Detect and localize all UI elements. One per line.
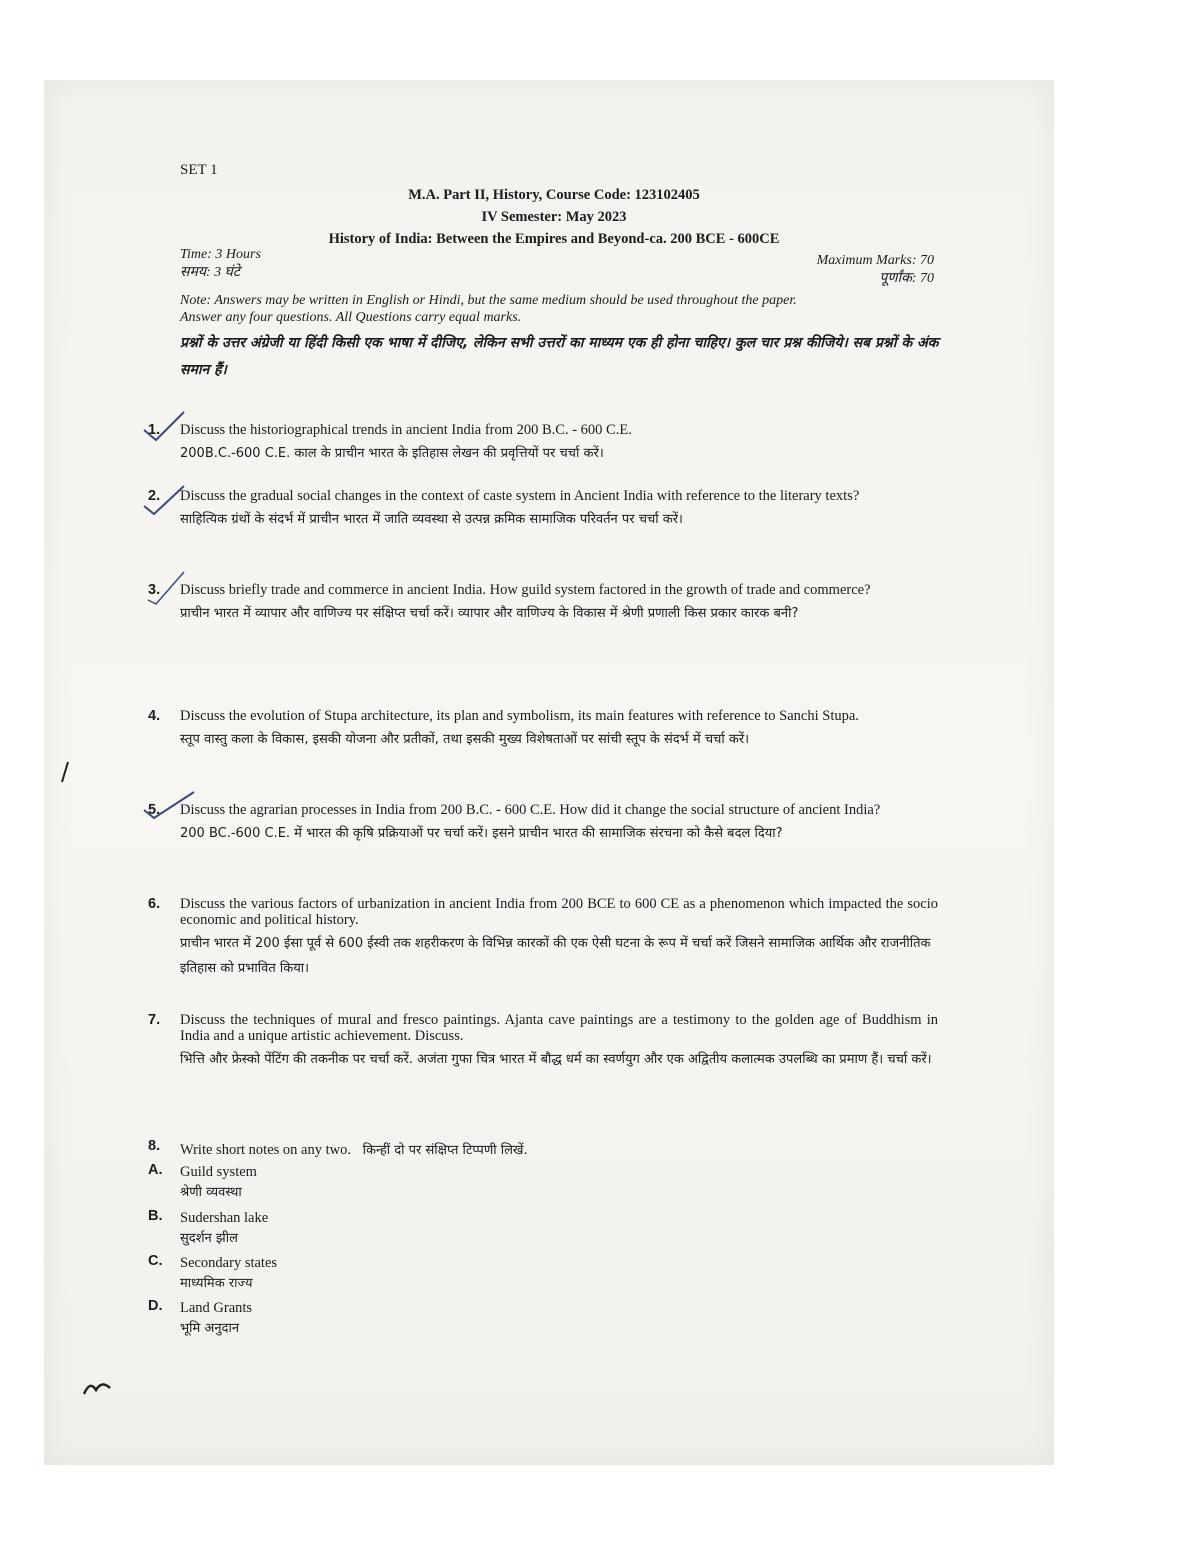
short-note-c xyxy=(148,1253,548,1295)
course-title: M.A. Part II, History, Course Code: 123102405 xyxy=(408,187,700,203)
time-english: Time: 3 Hours xyxy=(180,247,261,262)
question-number: 6. xyxy=(148,896,161,912)
time-hindi: समय: 3 घंटे xyxy=(180,265,240,280)
question-english: Discuss the historiographical trends in ancient India from 200 B.C. - 600 C.E. xyxy=(180,422,632,438)
note-hindi: प्रश्नों के उत्तर अंग्रेजी या हिंदी किसी एक भाषा में दीजिए, लेकिन सभी उत्तरों का माध्यम एक ही होना चाहिए। कुल चार प्रश्न कीजिये। सब प्रश्नों के अंक समान हैं। xyxy=(180,335,939,378)
pen-scribble-mark xyxy=(80,1376,120,1400)
short-note-english: Land Grants xyxy=(180,1300,253,1316)
question-4 xyxy=(148,708,938,752)
short-note-letter: A. xyxy=(148,1162,163,1178)
question-english: Discuss the agrarian processes in India from 200 B.C. - 600 C.E. How did it change the social structure of ancient India? xyxy=(180,802,881,818)
note-english-line-1: Note: Answers may be written in English or Hindi, but the same medium should be used throughout the paper. xyxy=(180,293,797,308)
short-note-a xyxy=(148,1162,548,1204)
short-note-english: Sudershan lake xyxy=(180,1210,269,1226)
question-5 xyxy=(148,802,938,846)
question-english: Discuss the evolution of Stupa architecture, its plan and symbolism, its main features with reference to Sanchi Stupa. xyxy=(180,708,859,724)
question-english: Discuss the various factors of urbanization in ancient India from 200 BCE to 600 CE as a phenomenon which impacted the socio economic and political history. xyxy=(180,896,938,928)
marks-hindi: पूर्णांक: 70 xyxy=(879,271,934,286)
question-number: 2. xyxy=(148,488,161,504)
question-hindi: 200B.C.-600 C.E. काल के प्राचीन भारत के इतिहास लेखन की प्रवृत्तियों पर चर्चा करें। xyxy=(180,446,604,461)
question-english: Discuss briefly trade and commerce in ancient India. How guild system factored in the growth of trade and commerce? xyxy=(180,582,871,598)
short-note-b xyxy=(148,1208,548,1250)
question-7 xyxy=(148,1012,938,1072)
question-number: 4. xyxy=(148,708,161,724)
question-2 xyxy=(148,488,938,532)
pen-tick-mark xyxy=(140,788,200,824)
exam-paper-page xyxy=(44,80,1054,1465)
marks-english: Maximum Marks: 70 xyxy=(816,253,934,268)
pen-tick-mark xyxy=(140,482,190,520)
note-english-line-2: Answer any four questions. All Questions carry equal marks. xyxy=(180,310,522,325)
question-hindi: किन्हीं दो पर संक्षिप्त टिप्पणी लिखें. xyxy=(362,1143,528,1158)
question-3 xyxy=(148,582,938,626)
marks-info xyxy=(744,252,934,288)
short-note-letter: C. xyxy=(148,1253,163,1269)
question-1 xyxy=(148,422,938,466)
question-hindi: प्राचीन भारत में व्यापार और वाणिज्य पर संक्षिप्त चर्चा करें। व्यापार और वाणिज्य के विकास में श्रेणी प्रणाली किस प्रकार कारक बनी? xyxy=(180,606,799,621)
question-8 xyxy=(148,1138,938,1163)
question-number: 7. xyxy=(148,1012,161,1028)
semester-line: IV Semester: May 2023 xyxy=(481,209,627,225)
question-6 xyxy=(148,896,938,981)
time-info xyxy=(180,246,261,282)
set-label: SET 1 xyxy=(180,162,218,178)
question-number: 8. xyxy=(148,1138,161,1154)
question-hindi: भित्ति और फ्रेस्को पेंटिंग की तकनीक पर चर्चा करें. अजंता गुफा चित्र भारत में बौद्ध धर्म का स्वर्णयुग और एक अद्वितीय कलात्मक उपलब्धि का प्रमाण हैं। चर्चा करें। xyxy=(180,1052,932,1067)
short-note-hindi: माध्यमिक राज्य xyxy=(180,1276,253,1291)
question-hindi: 200 BC.-600 C.E. में भारत की कृषि प्रक्रियाओं पर चर्चा करें। इसने प्राचीन भारत की सामाजिक संरचना को कैसे बदल दिया? xyxy=(180,826,783,841)
short-note-d xyxy=(148,1298,548,1340)
short-note-hindi: सुदर्शन झील xyxy=(180,1231,238,1246)
short-note-hindi: भूमि अनुदान xyxy=(180,1321,240,1336)
question-number: 1. xyxy=(148,422,161,438)
paper-title: History of India: Between the Empires and Beyond-ca. 200 BCE - 600CE xyxy=(328,231,780,247)
question-english: Discuss the techniques of mural and fresco paintings. Ajanta cave paintings are a testimony to the golden age of Buddhism in India and a unique artistic achievement. Discuss. xyxy=(180,1012,938,1044)
short-note-english: Secondary states xyxy=(180,1255,278,1271)
pen-tick-mark xyxy=(144,570,194,610)
instructions-note xyxy=(180,292,940,384)
pen-tick-mark xyxy=(140,408,190,446)
question-english: Write short notes on any two. xyxy=(180,1142,351,1158)
question-english: Discuss the gradual social changes in the context of caste system in Ancient India with reference to the literary texts? xyxy=(180,488,860,504)
question-number: 3. xyxy=(148,582,161,598)
short-note-letter: D. xyxy=(148,1298,163,1314)
question-hindi: प्राचीन भारत में 200 ईसा पूर्व से 600 ईस्वी तक शहरीकरण के विभिन्न कारकों की एक ऐसी घटना के रूप में चर्चा करें जिसने सामाजिक आर्थिक और राजनीतिक इतिहास को प्रभावित किया। xyxy=(180,936,931,976)
short-note-letter: B. xyxy=(148,1208,163,1224)
question-hindi: स्तूप वास्तु कला के विकास, इसकी योजना और प्रतीकों, तथा इसकी मुख्य विशेषताओं पर सांची स्तूप के संदर्भ में चर्चा करें। xyxy=(180,732,750,747)
question-hindi: साहित्यिक ग्रंथों के संदर्भ में प्राचीन भारत में जाति व्यवस्था से उत्पन्न क्रमिक सामाजिक परिवर्तन पर चर्चा करें। xyxy=(180,512,683,527)
short-note-hindi: श्रेणी व्यवस्था xyxy=(180,1185,242,1200)
short-note-english: Guild system xyxy=(180,1164,257,1180)
exam-title-block xyxy=(244,184,864,250)
question-number: 5. xyxy=(148,802,161,818)
pen-stroke-mark xyxy=(56,760,76,784)
